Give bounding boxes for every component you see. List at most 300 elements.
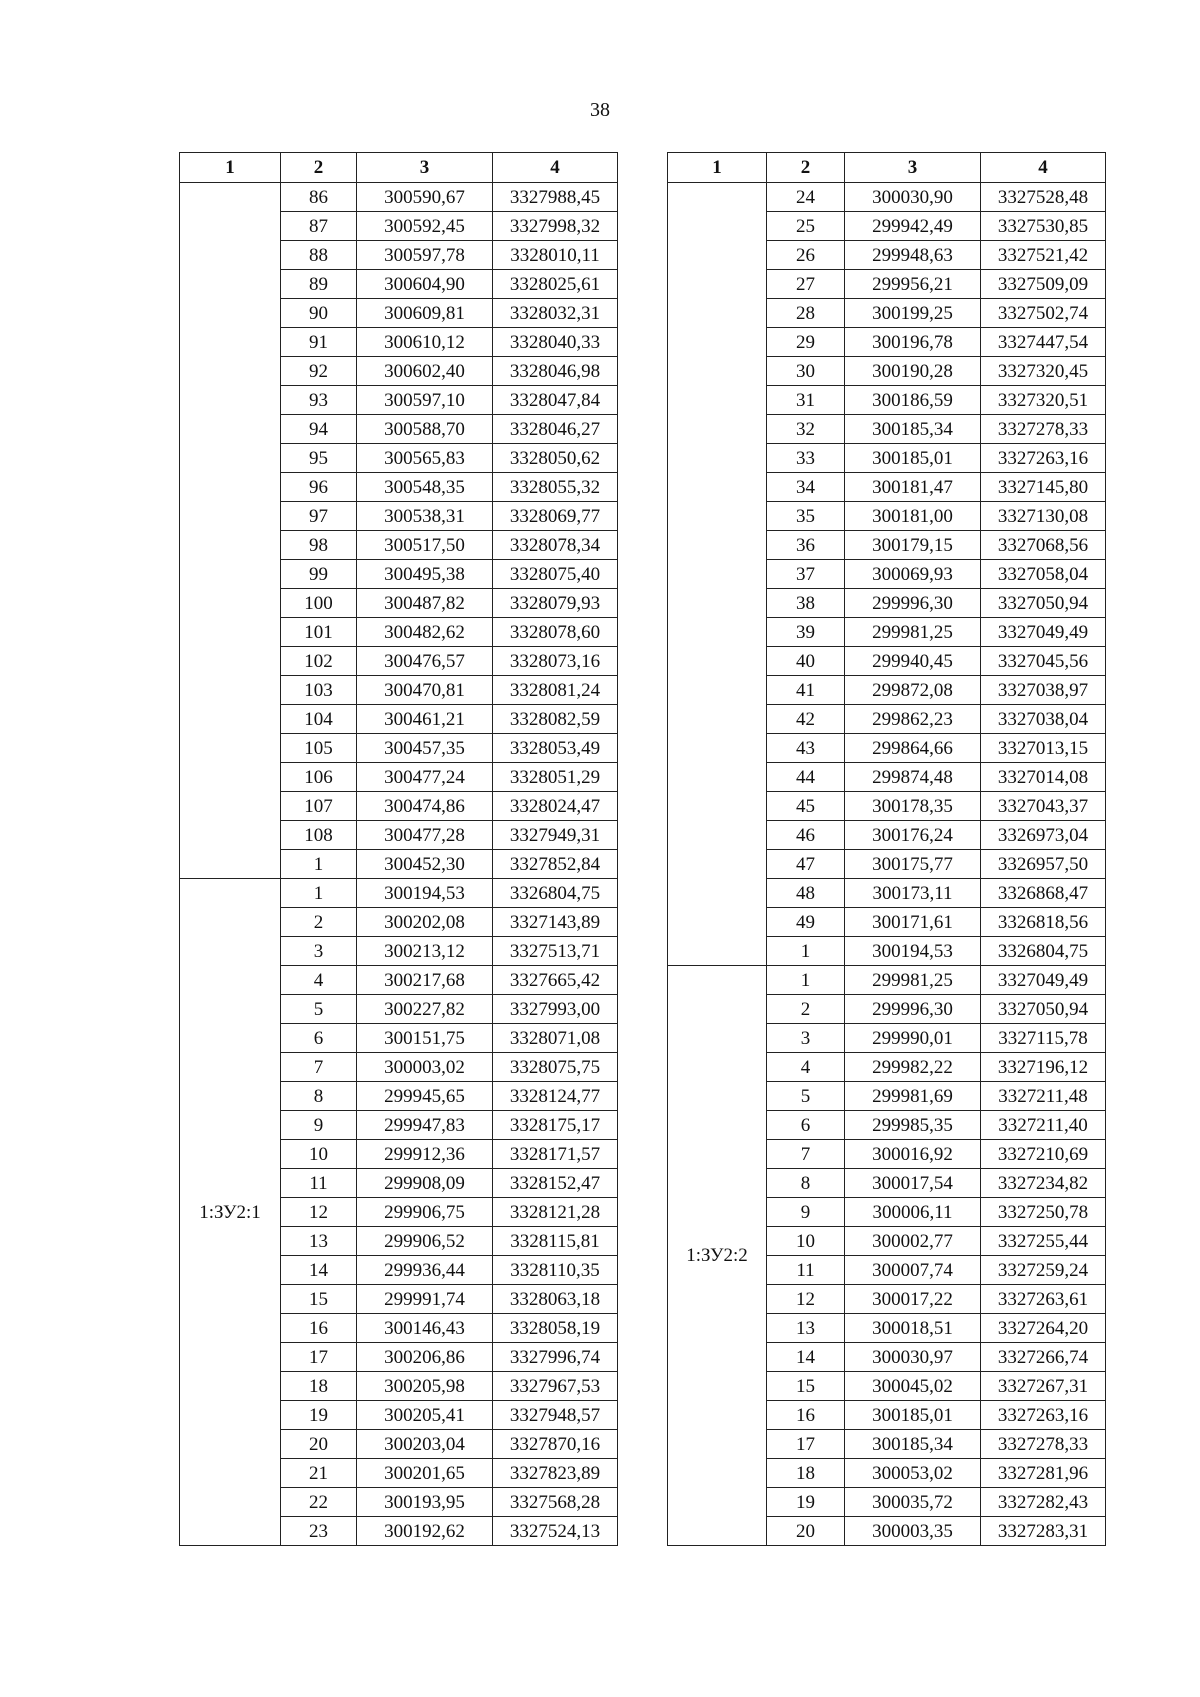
y-coordinate-cell: 3328046,98 [493,357,618,386]
y-coordinate-cell: 3327996,74 [493,1343,618,1372]
y-coordinate-cell: 3326868,47 [981,879,1106,908]
x-coordinate-cell: 300016,92 [845,1140,981,1169]
x-coordinate-cell: 300146,43 [357,1314,493,1343]
y-coordinate-cell: 3327502,74 [981,299,1106,328]
point-number-cell: 108 [281,821,357,850]
x-coordinate-cell: 300597,78 [357,241,493,270]
group-label [668,183,767,966]
point-number-cell: 9 [281,1111,357,1140]
point-number-cell: 41 [767,676,845,705]
x-coordinate-cell: 300203,04 [357,1430,493,1459]
point-number-cell: 40 [767,647,845,676]
y-coordinate-cell: 3327038,97 [981,676,1106,705]
point-number-cell: 32 [767,415,845,444]
table-body [668,183,1106,1546]
y-coordinate-cell: 3328110,35 [493,1256,618,1285]
x-coordinate-cell: 300470,81 [357,676,493,705]
y-coordinate-cell: 3327043,37 [981,792,1106,821]
header-col-1: 1 [668,153,767,183]
x-coordinate-cell: 300179,15 [845,531,981,560]
x-coordinate-cell: 300227,82 [357,995,493,1024]
x-coordinate-cell: 300517,50 [357,531,493,560]
point-number-cell: 93 [281,386,357,415]
y-coordinate-cell: 3327255,44 [981,1227,1106,1256]
header-col-4: 4 [981,153,1106,183]
y-coordinate-cell: 3327263,61 [981,1285,1106,1314]
x-coordinate-cell: 300185,01 [845,444,981,473]
point-number-cell: 29 [767,328,845,357]
x-coordinate-cell: 300201,65 [357,1459,493,1488]
x-coordinate-cell: 300030,97 [845,1343,981,1372]
y-coordinate-cell: 3327521,42 [981,241,1106,270]
y-coordinate-cell: 3326818,56 [981,908,1106,937]
y-coordinate-cell: 3327283,31 [981,1517,1106,1546]
header-row [668,153,1106,183]
x-coordinate-cell: 300003,02 [357,1053,493,1082]
y-coordinate-cell: 3328124,77 [493,1082,618,1111]
y-coordinate-cell: 3327447,54 [981,328,1106,357]
y-coordinate-cell: 3328069,77 [493,502,618,531]
x-coordinate-cell: 300193,95 [357,1488,493,1517]
y-coordinate-cell: 3326957,50 [981,850,1106,879]
y-coordinate-cell: 3327196,12 [981,1053,1106,1082]
point-number-cell: 35 [767,502,845,531]
x-coordinate-cell: 299991,74 [357,1285,493,1314]
y-coordinate-cell: 3327513,71 [493,937,618,966]
coordinates-table-left [179,152,618,1546]
x-coordinate-cell: 299942,49 [845,212,981,241]
point-number-cell: 102 [281,647,357,676]
x-coordinate-cell: 300205,41 [357,1401,493,1430]
y-coordinate-cell: 3327038,04 [981,705,1106,734]
y-coordinate-cell: 3327949,31 [493,821,618,850]
x-coordinate-cell: 300199,25 [845,299,981,328]
y-coordinate-cell: 3327068,56 [981,531,1106,560]
y-coordinate-cell: 3328046,27 [493,415,618,444]
x-coordinate-cell: 300476,57 [357,647,493,676]
x-coordinate-cell: 300178,35 [845,792,981,821]
x-coordinate-cell: 300597,10 [357,386,493,415]
point-number-cell: 1 [767,966,845,995]
y-coordinate-cell: 3328078,60 [493,618,618,647]
x-coordinate-cell: 299981,69 [845,1082,981,1111]
y-coordinate-cell: 3328115,81 [493,1227,618,1256]
x-coordinate-cell: 300452,30 [357,850,493,879]
x-coordinate-cell: 300018,51 [845,1314,981,1343]
point-number-cell: 22 [281,1488,357,1517]
x-coordinate-cell: 300495,38 [357,560,493,589]
point-number-cell: 18 [281,1372,357,1401]
y-coordinate-cell: 3328051,29 [493,763,618,792]
point-number-cell: 48 [767,879,845,908]
point-number-cell: 13 [767,1314,845,1343]
y-coordinate-cell: 3327050,94 [981,589,1106,618]
point-number-cell: 14 [281,1256,357,1285]
y-coordinate-cell: 3327870,16 [493,1430,618,1459]
x-coordinate-cell: 300171,61 [845,908,981,937]
x-coordinate-cell: 299940,45 [845,647,981,676]
y-coordinate-cell: 3327568,28 [493,1488,618,1517]
point-number-cell: 91 [281,328,357,357]
y-coordinate-cell: 3327049,49 [981,618,1106,647]
y-coordinate-cell: 3327530,85 [981,212,1106,241]
point-number-cell: 19 [767,1488,845,1517]
point-number-cell: 19 [281,1401,357,1430]
point-number-cell: 88 [281,241,357,270]
point-number-cell: 12 [767,1285,845,1314]
point-number-cell: 16 [767,1401,845,1430]
y-coordinate-cell: 3327998,32 [493,212,618,241]
y-coordinate-cell: 3328079,93 [493,589,618,618]
x-coordinate-cell: 300196,78 [845,328,981,357]
point-number-cell: 106 [281,763,357,792]
point-number-cell: 92 [281,357,357,386]
y-coordinate-cell: 3327278,33 [981,415,1106,444]
x-coordinate-cell: 300548,35 [357,473,493,502]
header-col-2: 2 [767,153,845,183]
y-coordinate-cell: 3326804,75 [493,879,618,908]
y-coordinate-cell: 3327143,89 [493,908,618,937]
point-number-cell: 15 [281,1285,357,1314]
point-number-cell: 10 [281,1140,357,1169]
y-coordinate-cell: 3327852,84 [493,850,618,879]
page-number: 38 [590,99,610,121]
y-coordinate-cell: 3327259,24 [981,1256,1106,1285]
x-coordinate-cell: 299947,83 [357,1111,493,1140]
point-number-cell: 100 [281,589,357,618]
point-number-cell: 6 [281,1024,357,1053]
point-number-cell: 101 [281,618,357,647]
x-coordinate-cell: 300487,82 [357,589,493,618]
y-coordinate-cell: 3327282,43 [981,1488,1106,1517]
point-number-cell: 86 [281,183,357,212]
group-label: 1:ЗУ2:2 [668,966,767,1546]
x-coordinate-cell: 300181,47 [845,473,981,502]
point-number-cell: 104 [281,705,357,734]
point-number-cell: 5 [281,995,357,1024]
point-number-cell: 18 [767,1459,845,1488]
y-coordinate-cell: 3327263,16 [981,444,1106,473]
x-coordinate-cell: 299956,21 [845,270,981,299]
table-row [180,183,618,212]
point-number-cell: 45 [767,792,845,821]
x-coordinate-cell: 300474,86 [357,792,493,821]
y-coordinate-cell: 3327264,20 [981,1314,1106,1343]
point-number-cell: 20 [281,1430,357,1459]
x-coordinate-cell: 300151,75 [357,1024,493,1053]
point-number-cell: 23 [281,1517,357,1546]
point-number-cell: 7 [767,1140,845,1169]
y-coordinate-cell: 3328071,08 [493,1024,618,1053]
x-coordinate-cell: 299874,48 [845,763,981,792]
x-coordinate-cell: 300035,72 [845,1488,981,1517]
point-number-cell: 8 [281,1082,357,1111]
y-coordinate-cell: 3328010,11 [493,241,618,270]
point-number-cell: 4 [281,966,357,995]
y-coordinate-cell: 3328075,75 [493,1053,618,1082]
y-coordinate-cell: 3328047,84 [493,386,618,415]
point-number-cell: 6 [767,1111,845,1140]
y-coordinate-cell: 3327014,08 [981,763,1106,792]
y-coordinate-cell: 3327948,57 [493,1401,618,1430]
y-coordinate-cell: 3327320,51 [981,386,1106,415]
x-coordinate-cell: 299985,35 [845,1111,981,1140]
table-row [668,183,1106,212]
y-coordinate-cell: 3328063,18 [493,1285,618,1314]
y-coordinate-cell: 3327266,74 [981,1343,1106,1372]
group-label: 1:ЗУ2:1 [180,879,281,1546]
x-coordinate-cell: 300185,34 [845,1430,981,1459]
x-coordinate-cell: 299864,66 [845,734,981,763]
point-number-cell: 11 [281,1169,357,1198]
x-coordinate-cell: 299990,01 [845,1024,981,1053]
y-coordinate-cell: 3327130,08 [981,502,1106,531]
x-coordinate-cell: 300602,40 [357,357,493,386]
point-number-cell: 7 [281,1053,357,1082]
y-coordinate-cell: 3327115,78 [981,1024,1106,1053]
y-coordinate-cell: 3327967,53 [493,1372,618,1401]
point-number-cell: 14 [767,1343,845,1372]
x-coordinate-cell: 299981,25 [845,966,981,995]
point-number-cell: 24 [767,183,845,212]
x-coordinate-cell: 300604,90 [357,270,493,299]
y-coordinate-cell: 3327050,94 [981,995,1106,1024]
header-col-3: 3 [357,153,493,183]
y-coordinate-cell: 3327988,45 [493,183,618,212]
header-row [180,153,618,183]
point-number-cell: 17 [281,1343,357,1372]
x-coordinate-cell: 300003,35 [845,1517,981,1546]
point-number-cell: 46 [767,821,845,850]
y-coordinate-cell: 3327528,48 [981,183,1106,212]
x-coordinate-cell: 300217,68 [357,966,493,995]
point-number-cell: 10 [767,1227,845,1256]
point-number-cell: 31 [767,386,845,415]
x-coordinate-cell: 299908,09 [357,1169,493,1198]
x-coordinate-cell: 300069,93 [845,560,981,589]
y-coordinate-cell: 3327211,40 [981,1111,1106,1140]
x-coordinate-cell: 299872,08 [845,676,981,705]
point-number-cell: 1 [767,937,845,966]
x-coordinate-cell: 300006,11 [845,1198,981,1227]
x-coordinate-cell: 300002,77 [845,1227,981,1256]
point-number-cell: 42 [767,705,845,734]
y-coordinate-cell: 3328032,31 [493,299,618,328]
point-number-cell: 2 [767,995,845,1024]
x-coordinate-cell: 300185,01 [845,1401,981,1430]
y-coordinate-cell: 3328078,34 [493,531,618,560]
point-number-cell: 2 [281,908,357,937]
y-coordinate-cell: 3327524,13 [493,1517,618,1546]
x-coordinate-cell: 300202,08 [357,908,493,937]
y-coordinate-cell: 3326804,75 [981,937,1106,966]
y-coordinate-cell: 3327263,16 [981,1401,1106,1430]
x-coordinate-cell: 300538,31 [357,502,493,531]
y-coordinate-cell: 3327993,00 [493,995,618,1024]
point-number-cell: 13 [281,1227,357,1256]
y-coordinate-cell: 3327234,82 [981,1169,1106,1198]
point-number-cell: 97 [281,502,357,531]
point-number-cell: 89 [281,270,357,299]
table-row [180,879,618,908]
y-coordinate-cell: 3327049,49 [981,966,1106,995]
x-coordinate-cell: 300181,00 [845,502,981,531]
point-number-cell: 87 [281,212,357,241]
x-coordinate-cell: 300045,02 [845,1372,981,1401]
x-coordinate-cell: 300175,77 [845,850,981,879]
point-number-cell: 9 [767,1198,845,1227]
point-number-cell: 36 [767,531,845,560]
x-coordinate-cell: 300017,22 [845,1285,981,1314]
point-number-cell: 28 [767,299,845,328]
x-coordinate-cell: 300610,12 [357,328,493,357]
x-coordinate-cell: 299981,25 [845,618,981,647]
point-number-cell: 26 [767,241,845,270]
point-number-cell: 95 [281,444,357,473]
point-number-cell: 43 [767,734,845,763]
table-row [668,966,1106,995]
x-coordinate-cell: 299912,36 [357,1140,493,1169]
y-coordinate-cell: 3327145,80 [981,473,1106,502]
point-number-cell: 37 [767,560,845,589]
y-coordinate-cell: 3327267,31 [981,1372,1106,1401]
x-coordinate-cell: 300007,74 [845,1256,981,1285]
y-coordinate-cell: 3327320,45 [981,357,1106,386]
x-coordinate-cell: 300477,28 [357,821,493,850]
x-coordinate-cell: 300030,90 [845,183,981,212]
x-coordinate-cell: 299862,23 [845,705,981,734]
x-coordinate-cell: 300590,67 [357,183,493,212]
point-number-cell: 1 [281,850,357,879]
x-coordinate-cell: 299936,44 [357,1256,493,1285]
y-coordinate-cell: 3328040,33 [493,328,618,357]
point-number-cell: 44 [767,763,845,792]
point-number-cell: 3 [281,937,357,966]
x-coordinate-cell: 300565,83 [357,444,493,473]
point-number-cell: 27 [767,270,845,299]
y-coordinate-cell: 3328050,62 [493,444,618,473]
x-coordinate-cell: 299945,65 [357,1082,493,1111]
point-number-cell: 34 [767,473,845,502]
x-coordinate-cell: 300205,98 [357,1372,493,1401]
x-coordinate-cell: 300017,54 [845,1169,981,1198]
y-coordinate-cell: 3327211,48 [981,1082,1106,1111]
y-coordinate-cell: 3327278,33 [981,1430,1106,1459]
point-number-cell: 16 [281,1314,357,1343]
y-coordinate-cell: 3327058,04 [981,560,1106,589]
x-coordinate-cell: 300588,70 [357,415,493,444]
y-coordinate-cell: 3327665,42 [493,966,618,995]
y-coordinate-cell: 3328081,24 [493,676,618,705]
coordinates-table-right [667,152,1106,1546]
group-label [180,183,281,879]
table-body [180,183,618,1546]
x-coordinate-cell: 299996,30 [845,589,981,618]
point-number-cell: 15 [767,1372,845,1401]
y-coordinate-cell: 3328152,47 [493,1169,618,1198]
x-coordinate-cell: 300213,12 [357,937,493,966]
x-coordinate-cell: 300192,62 [357,1517,493,1546]
x-coordinate-cell: 300190,28 [845,357,981,386]
y-coordinate-cell: 3328121,28 [493,1198,618,1227]
point-number-cell: 33 [767,444,845,473]
x-coordinate-cell: 300457,35 [357,734,493,763]
x-coordinate-cell: 300461,21 [357,705,493,734]
x-coordinate-cell: 300176,24 [845,821,981,850]
point-number-cell: 12 [281,1198,357,1227]
point-number-cell: 94 [281,415,357,444]
x-coordinate-cell: 300053,02 [845,1459,981,1488]
header-col-2: 2 [281,153,357,183]
y-coordinate-cell: 3328058,19 [493,1314,618,1343]
point-number-cell: 98 [281,531,357,560]
y-coordinate-cell: 3328055,32 [493,473,618,502]
header-col-1: 1 [180,153,281,183]
point-number-cell: 107 [281,792,357,821]
x-coordinate-cell: 299906,52 [357,1227,493,1256]
point-number-cell: 103 [281,676,357,705]
y-coordinate-cell: 3328073,16 [493,647,618,676]
point-number-cell: 39 [767,618,845,647]
y-coordinate-cell: 3328025,61 [493,270,618,299]
point-number-cell: 96 [281,473,357,502]
x-coordinate-cell: 300194,53 [845,937,981,966]
y-coordinate-cell: 3327045,56 [981,647,1106,676]
header-col-3: 3 [845,153,981,183]
y-coordinate-cell: 3328171,57 [493,1140,618,1169]
x-coordinate-cell: 299982,22 [845,1053,981,1082]
y-coordinate-cell: 3327250,78 [981,1198,1106,1227]
y-coordinate-cell: 3327013,15 [981,734,1106,763]
point-number-cell: 17 [767,1430,845,1459]
x-coordinate-cell: 299906,75 [357,1198,493,1227]
point-number-cell: 5 [767,1082,845,1111]
y-coordinate-cell: 3328175,17 [493,1111,618,1140]
point-number-cell: 90 [281,299,357,328]
x-coordinate-cell: 300592,45 [357,212,493,241]
x-coordinate-cell: 300173,11 [845,879,981,908]
y-coordinate-cell: 3328024,47 [493,792,618,821]
x-coordinate-cell: 300185,34 [845,415,981,444]
y-coordinate-cell: 3327281,96 [981,1459,1106,1488]
point-number-cell: 25 [767,212,845,241]
point-number-cell: 105 [281,734,357,763]
x-coordinate-cell: 299996,30 [845,995,981,1024]
point-number-cell: 38 [767,589,845,618]
point-number-cell: 49 [767,908,845,937]
x-coordinate-cell: 300477,24 [357,763,493,792]
point-number-cell: 11 [767,1256,845,1285]
y-coordinate-cell: 3327210,69 [981,1140,1106,1169]
point-number-cell: 8 [767,1169,845,1198]
y-coordinate-cell: 3326973,04 [981,821,1106,850]
x-coordinate-cell: 300609,81 [357,299,493,328]
y-coordinate-cell: 3328082,59 [493,705,618,734]
point-number-cell: 20 [767,1517,845,1546]
y-coordinate-cell: 3328075,40 [493,560,618,589]
point-number-cell: 21 [281,1459,357,1488]
x-coordinate-cell: 300194,53 [357,879,493,908]
point-number-cell: 99 [281,560,357,589]
point-number-cell: 30 [767,357,845,386]
point-number-cell: 4 [767,1053,845,1082]
x-coordinate-cell: 299948,63 [845,241,981,270]
y-coordinate-cell: 3328053,49 [493,734,618,763]
y-coordinate-cell: 3327509,09 [981,270,1106,299]
point-number-cell: 1 [281,879,357,908]
y-coordinate-cell: 3327823,89 [493,1459,618,1488]
point-number-cell: 3 [767,1024,845,1053]
